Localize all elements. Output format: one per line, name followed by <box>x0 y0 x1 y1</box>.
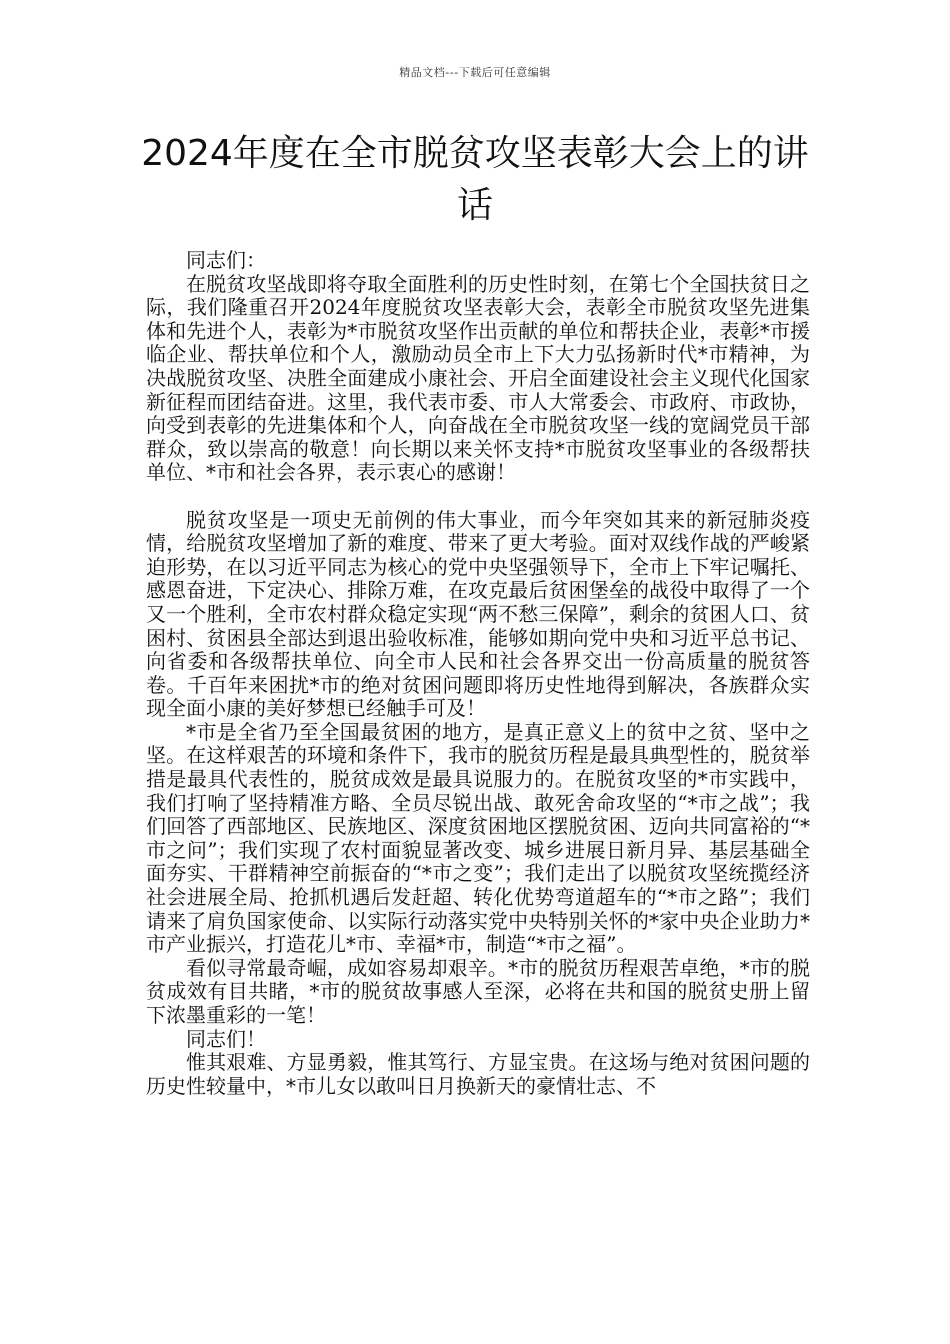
body-paragraph: 脱贫攻坚是一项史无前例的伟大事业，而今年突如其来的新冠肺炎疫情，给脱贫攻坚增加了新的难度、带来了更大考验。面对双线作战的严峻紧迫形势，在以习近平同志为核心的党中央坚强领导下，全市上下牢记嘱托、感恩奋进，下定决心、排除万难，在攻克最后贫困堡垒的战役中取得了一个又一个胜利，全市农村群众稳定实现“两不愁三保障”，剩余的贫困人口、贫困村、贫困县全部达到退出验收标准，能够如期向党中央和习近平总书记、向省委和各级帮扶单位、向全市人民和社会各界交出一份高质量的脱贫答卷。千百年来困扰*市的绝对贫困问题即将历史性地得到解决，各族群众实现全面小康的美好梦想已经触手可及！ <box>146 507 810 721</box>
document-title: 2024年度在全市脱贫攻坚表彰大会上的讲话 <box>141 133 809 226</box>
body-paragraph: 惟其艰难、方显勇毅，惟其笃行、方显宝贵。在这场与绝对贫困问题的历史性较量中，*市儿女以敢叫日月换新天的豪情壮志、不 <box>146 1050 810 1098</box>
body-paragraph: 看似寻常最奇崛，成如容易却艰辛。*市的脱贫历程艰苦卓绝，*市的脱贫成效有目共睹，*市的脱贫故事感人至深，必将在共和国的脱贫史册上留下浓墨重彩的一笔！ <box>146 955 810 1027</box>
body-paragraph: *市是全省乃至全国最贫困的地方，是真正意义上的贫中之贫、坚中之坚。在这样艰苦的环境和条件下，我市的脱贫历程是最具典型性的，脱贫举措是最具代表性的，脱贫成效是最具说服力的。在脱贫攻坚的*市实践中，我们打响了坚持精准方略、全员尽锐出战、敢死舍命攻坚的“*市之战”；我们回答了西部地区、民族地区、深度贫困地区摆脱贫困、迈向共同富裕的“*市之问”；我们实现了农村面貌显著改变、城乡进展日新月异、基层基础全面夯实、干群精神空前振奋的“*市之变”；我们走出了以脱贫攻坚统揽经济社会进展全局、抢抓机遇后发赶超、转化优势弯道超车的“*市之路”；我们请来了肩负国家使命、以实际行动落实党中央特别关怀的*家中央企业助力*市产业振兴，打造花儿*市、幸福*市，制造“*市之福”。 <box>146 719 810 957</box>
document-body <box>146 249 810 1098</box>
header-note: 精品文档---下载后可任意编辑 <box>399 66 551 79</box>
salutation: 同志们： <box>186 248 266 272</box>
salutation: 同志们！ <box>186 1026 266 1051</box>
body-paragraph: 在脱贫攻坚战即将夺取全面胜利的历史性时刻，在第七个全国扶贫日之际，我们隆重召开2024年度脱贫攻坚表彰大会，表彰全市脱贫攻坚先进集体和先进个人，表彰为*市脱贫攻坚作出贡献的单位和帮扶企业，表彰*市援临企业、帮扶单位和个人，激励动员全市上下大力弘扬新时代*市精神，为决战脱贫攻坚、决胜全面建成小康社会、开启全面建设社会主义现代化国家新征程而团结奋进。这里，我代表市委、市人大常委会、市政府、市政协，向受到表彰的先进集体和个人，向奋战在全市脱贫攻坚一线的宽阔党员干部群众，致以崇高的敬意！向长期以来关怀支持*市脱贫攻坚事业的各级帮扶单位、*市和社会各界，表示衷心的感谢！ <box>146 271 810 485</box>
